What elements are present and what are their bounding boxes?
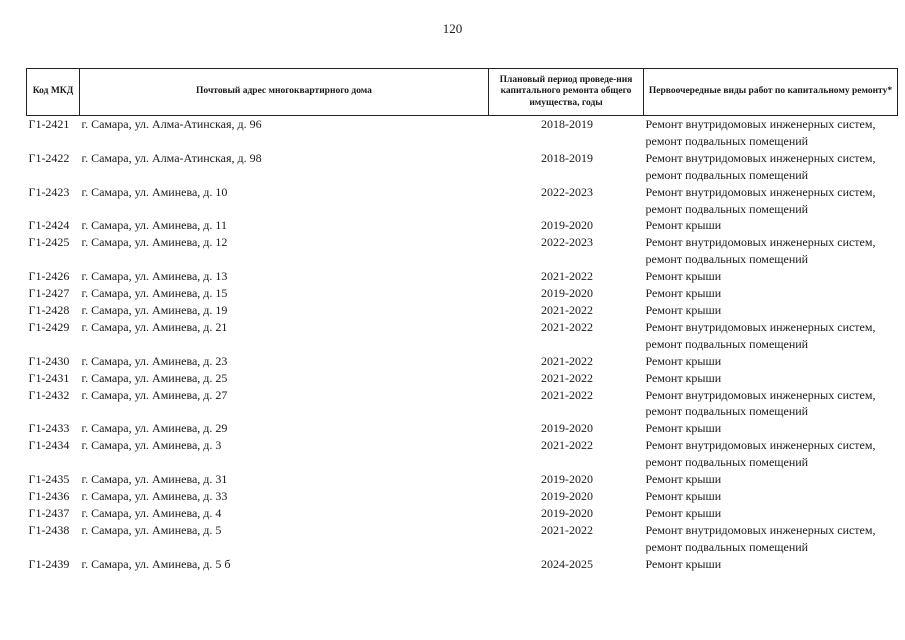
cell-period: 2019-2020 bbox=[541, 286, 593, 301]
table-row bbox=[27, 268, 898, 285]
table-row bbox=[27, 302, 898, 319]
cell-address: г. Самара, ул. Аминева, д. 4 bbox=[81, 505, 222, 520]
cell-address: г. Самара, ул. Алма-Атинская, д. 98 bbox=[81, 150, 262, 165]
cell-address: г. Самара, ул. Аминева, д. 11 bbox=[81, 218, 227, 233]
cell-code: Г1-2438 bbox=[28, 522, 70, 537]
cell-address: г. Самара, ул. Аминева, д. 5 б bbox=[81, 556, 231, 571]
cell-address: г. Самара, ул. Аминева, д. 19 bbox=[81, 302, 228, 317]
table-row bbox=[27, 116, 898, 150]
table-row bbox=[27, 522, 898, 556]
cell-address: г. Самара, ул. Аминева, д. 33 bbox=[81, 488, 228, 503]
cell-address: г. Самара, ул. Аминева, д. 12 bbox=[81, 235, 228, 250]
cell-works: Ремонт крыши bbox=[645, 421, 722, 436]
cell-address: г. Самара, ул. Алма-Атинская, д. 96 bbox=[81, 117, 262, 131]
table-row bbox=[27, 420, 898, 437]
cell-code: Г1-2430 bbox=[28, 353, 70, 368]
cell-works: Ремонт крыши bbox=[645, 218, 722, 233]
cell-code: Г1-2421 bbox=[28, 117, 70, 131]
cell-address: г. Самара, ул. Аминева, д. 10 bbox=[81, 184, 228, 199]
cell-period: 2021-2022 bbox=[541, 319, 593, 334]
cell-period: 2018-2019 bbox=[541, 117, 593, 131]
cell-works: Ремонт крыши bbox=[645, 488, 722, 503]
table-row bbox=[27, 488, 898, 505]
cell-code: Г1-2422 bbox=[28, 150, 70, 165]
cell-address: г. Самара, ул. Аминева, д. 21 bbox=[81, 319, 228, 334]
cell-period: 2019-2020 bbox=[541, 488, 593, 503]
cell-works: Ремонт внутридомовых инженерных систем, ремонт подвальных помещений bbox=[645, 438, 876, 470]
cell-period: 2021-2022 bbox=[541, 302, 593, 317]
cell-code: Г1-2425 bbox=[28, 235, 70, 250]
cell-period: 2021-2022 bbox=[541, 438, 593, 453]
table-header bbox=[27, 69, 898, 116]
cell-period: 2019-2020 bbox=[541, 421, 593, 436]
cell-works: Ремонт крыши bbox=[645, 472, 722, 487]
cell-works: Ремонт крыши bbox=[645, 505, 722, 520]
header-period: Плановый период проведе-ния капитального ремонта общего имущества, годы bbox=[489, 69, 644, 116]
cell-works: Ремонт крыши bbox=[645, 556, 722, 571]
header-code: Код МКД bbox=[27, 69, 80, 116]
cell-code: Г1-2431 bbox=[28, 370, 70, 385]
cell-code: Г1-2427 bbox=[28, 286, 70, 301]
cell-period: 2022-2023 bbox=[541, 235, 593, 250]
cell-code: Г1-2439 bbox=[28, 556, 70, 571]
cell-works: Ремонт внутридомовых инженерных систем, ремонт подвальных помещений bbox=[645, 150, 876, 182]
cell-works: Ремонт внутридомовых инженерных систем, ремонт подвальных помещений bbox=[645, 522, 876, 554]
cell-period: 2019-2020 bbox=[541, 505, 593, 520]
cell-code: Г1-2423 bbox=[28, 184, 70, 199]
cell-period: 2021-2022 bbox=[541, 387, 593, 402]
cell-works: Ремонт внутридомовых инженерных систем, ремонт подвальных помещений bbox=[645, 117, 876, 148]
cell-period: 2021-2022 bbox=[541, 370, 593, 385]
table-row bbox=[27, 319, 898, 353]
table-row bbox=[27, 437, 898, 471]
table-row bbox=[27, 234, 898, 268]
table-body bbox=[27, 116, 898, 573]
cell-code: Г1-2435 bbox=[28, 472, 70, 487]
cell-works: Ремонт крыши bbox=[645, 269, 722, 284]
cell-period: 2019-2020 bbox=[541, 472, 593, 487]
table-row bbox=[27, 505, 898, 522]
cell-address: г. Самара, ул. Аминева, д. 5 bbox=[81, 522, 222, 537]
cell-address: г. Самара, ул. Аминева, д. 3 bbox=[81, 438, 222, 453]
cell-period: 2022-2023 bbox=[541, 184, 593, 199]
cell-period: 2021-2022 bbox=[541, 269, 593, 284]
table-row bbox=[27, 150, 898, 184]
cell-code: Г1-2436 bbox=[28, 488, 70, 503]
cell-works: Ремонт внутридомовых инженерных систем, ремонт подвальных помещений bbox=[645, 235, 876, 267]
table-row bbox=[27, 387, 898, 421]
cell-period: 2024-2025 bbox=[541, 556, 593, 571]
cell-code: Г1-2428 bbox=[28, 302, 70, 317]
cell-address: г. Самара, ул. Аминева, д. 27 bbox=[81, 387, 228, 402]
table-row bbox=[27, 285, 898, 302]
cell-works: Ремонт крыши bbox=[645, 353, 722, 368]
cell-address: г. Самара, ул. Аминева, д. 15 bbox=[81, 286, 228, 301]
cell-code: Г1-2437 bbox=[28, 505, 70, 520]
cell-period: 2021-2022 bbox=[541, 522, 593, 537]
table-row bbox=[27, 353, 898, 370]
table-row bbox=[27, 556, 898, 573]
header-works: Первоочередные виды работ по капитальному ремонту* bbox=[644, 69, 898, 116]
cell-address: г. Самара, ул. Аминева, д. 13 bbox=[81, 269, 228, 284]
cell-code: Г1-2429 bbox=[28, 319, 70, 334]
cell-code: Г1-2434 bbox=[28, 438, 70, 453]
table-row bbox=[27, 370, 898, 387]
cell-works: Ремонт крыши bbox=[645, 370, 722, 385]
cell-address: г. Самара, ул. Аминева, д. 31 bbox=[81, 472, 228, 487]
cell-address: г. Самара, ул. Аминева, д. 23 bbox=[81, 353, 228, 368]
cell-code: Г1-2424 bbox=[28, 218, 70, 233]
table-row bbox=[27, 471, 898, 488]
cell-code: Г1-2426 bbox=[28, 269, 70, 284]
cell-period: 2021-2022 bbox=[541, 353, 593, 368]
cell-code: Г1-2432 bbox=[28, 387, 70, 402]
table-row bbox=[27, 184, 898, 218]
cell-address: г. Самара, ул. Аминева, д. 25 bbox=[81, 370, 228, 385]
table-row bbox=[27, 217, 898, 234]
cell-works: Ремонт крыши bbox=[645, 286, 722, 301]
cell-period: 2019-2020 bbox=[541, 218, 593, 233]
capital-repair-table bbox=[26, 68, 898, 572]
cell-works: Ремонт внутридомовых инженерных систем, ремонт подвальных помещений bbox=[645, 387, 876, 419]
cell-works: Ремонт крыши bbox=[645, 302, 722, 317]
cell-works: Ремонт внутридомовых инженерных систем, ремонт подвальных помещений bbox=[645, 184, 876, 216]
header-address: Почтовый адрес многоквартирного дома bbox=[80, 69, 489, 116]
header-row bbox=[27, 69, 898, 116]
cell-works: Ремонт внутридомовых инженерных систем, ремонт подвальных помещений bbox=[645, 319, 876, 351]
cell-code: Г1-2433 bbox=[28, 421, 70, 436]
cell-period: 2018-2019 bbox=[541, 150, 593, 165]
page-number: 120 bbox=[442, 21, 463, 36]
cell-address: г. Самара, ул. Аминева, д. 29 bbox=[81, 421, 228, 436]
